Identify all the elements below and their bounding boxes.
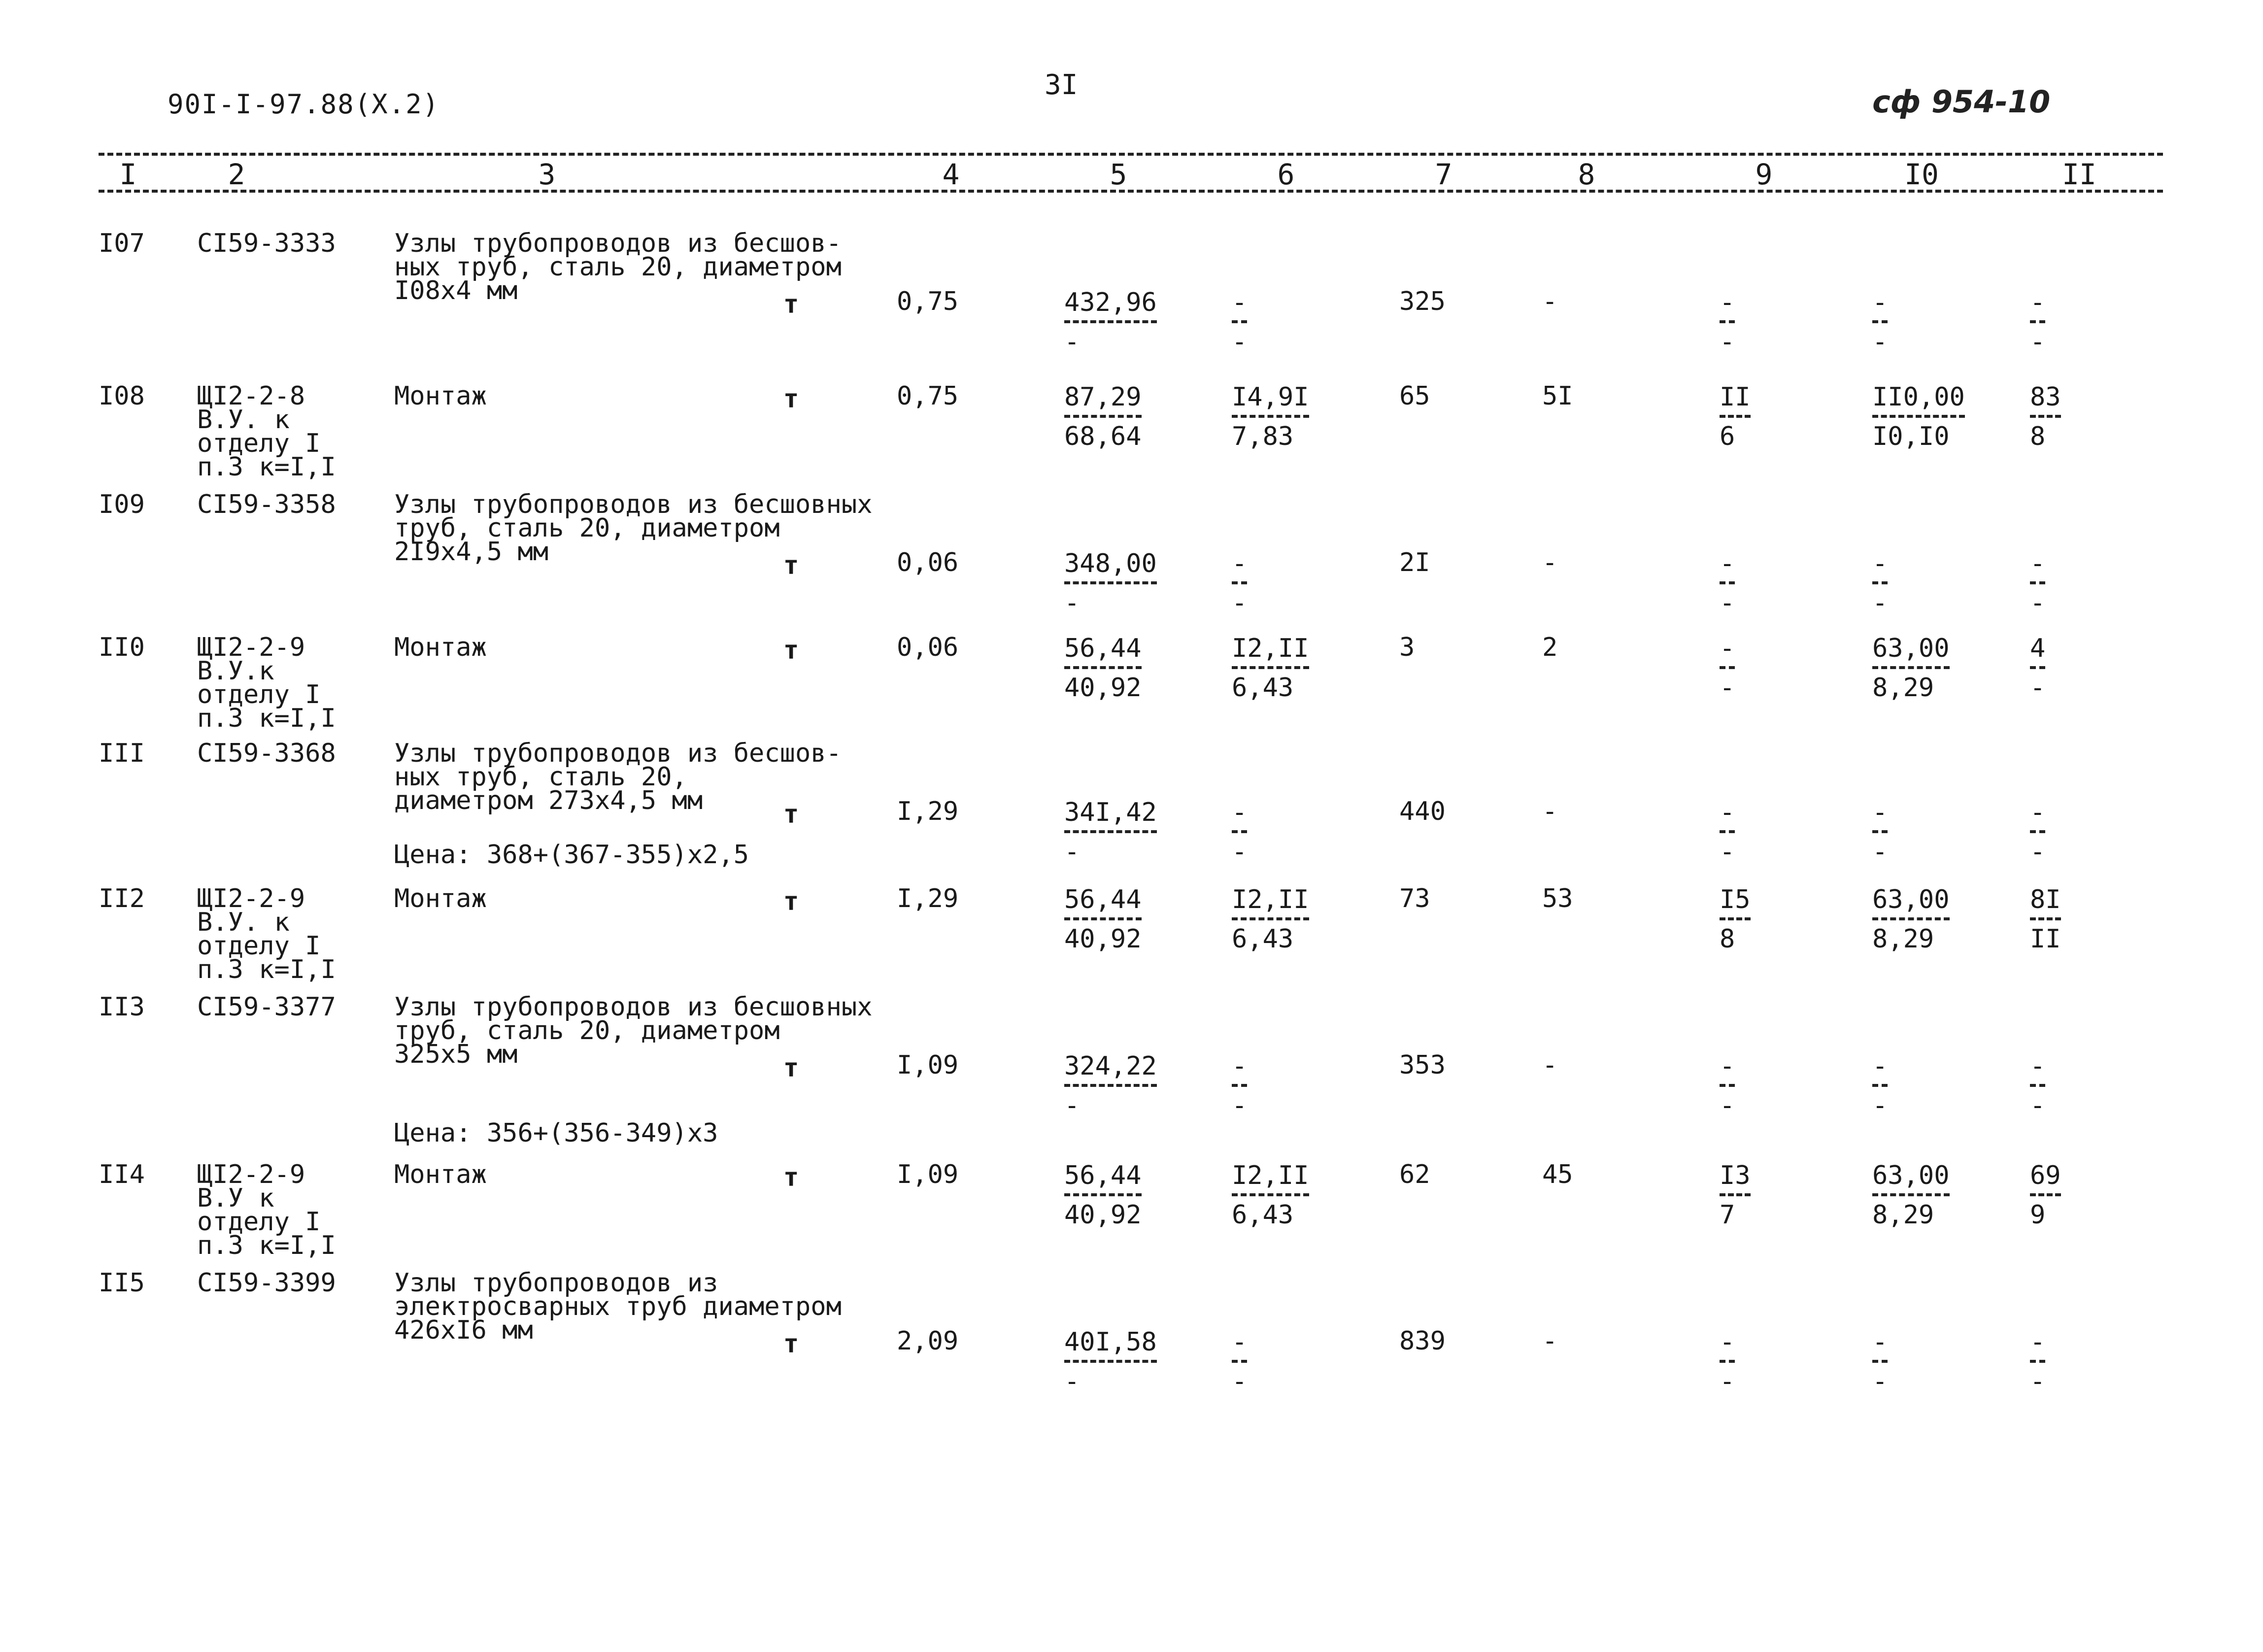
document-code: 90I-I-97.88(X.2)	[168, 89, 440, 120]
work-description: Монтаж	[394, 1160, 487, 1189]
fraction-bar	[1720, 666, 1735, 669]
col11-value	[2030, 384, 2061, 449]
col10-value-top: 63,00	[1872, 634, 1950, 663]
col9-value-bottom: -	[1720, 673, 1735, 703]
fraction-bar	[1064, 830, 1157, 833]
fraction-bar	[1232, 1084, 1247, 1087]
col11-value-bottom: II	[2030, 924, 2061, 954]
col8-value: -	[1542, 1326, 1558, 1356]
col6-value	[1232, 887, 1309, 952]
fraction-bar	[1720, 1360, 1735, 1363]
fraction-bar	[2030, 581, 2045, 584]
fraction-bar	[1872, 1360, 1888, 1363]
col9-value-bottom: 6	[1720, 422, 1735, 451]
unit: т	[783, 636, 799, 665]
col11-value-bottom: -	[2030, 327, 2046, 357]
col11-value-top: -	[2030, 549, 2046, 578]
fraction-bar	[1872, 415, 1965, 418]
col10-value-top: -	[1872, 549, 1888, 578]
unit-price	[1064, 384, 1142, 449]
col9-value-bottom: -	[1720, 837, 1735, 867]
col9-value-bottom: -	[1720, 1091, 1735, 1120]
fraction-bar	[1232, 415, 1309, 418]
unit-price-bottom: 68,64	[1064, 422, 1142, 451]
col10-value-top: -	[1872, 1327, 1888, 1357]
col10-value	[1872, 1053, 1888, 1118]
col10-value-bottom: -	[1872, 327, 1888, 357]
unit-price-top: 56,44	[1064, 885, 1142, 914]
col9-value-top: -	[1720, 798, 1735, 827]
col7-value: 73	[1399, 884, 1430, 913]
fraction-bar	[1872, 1084, 1888, 1087]
fraction-bar	[2030, 666, 2045, 669]
rate-code: CI59-3333	[197, 229, 336, 258]
col7-value: 62	[1399, 1160, 1430, 1189]
col7-value: 325	[1399, 287, 1446, 316]
column-number: 9	[1755, 158, 1773, 191]
unit: т	[783, 551, 799, 580]
col6-value	[1232, 1053, 1247, 1118]
fraction-bar	[1232, 830, 1247, 833]
fraction-bar	[1064, 320, 1157, 323]
col10-value	[1872, 636, 1950, 701]
fraction-bar	[1064, 415, 1142, 418]
col9-value-bottom: 7	[1720, 1200, 1735, 1230]
col9-value-bottom: -	[1720, 588, 1735, 618]
col9-value	[1720, 636, 1735, 701]
unit-price-bottom: -	[1064, 588, 1080, 618]
col11-value-bottom: -	[2030, 1091, 2046, 1120]
col10-value-bottom: -	[1872, 588, 1888, 618]
col8-value: -	[1542, 797, 1558, 826]
col6-value-top: -	[1232, 549, 1248, 578]
row-number: II0	[99, 633, 145, 662]
unit-price-bottom: -	[1064, 837, 1080, 867]
unit-price	[1064, 551, 1157, 616]
col11-value-bottom: 8	[2030, 422, 2046, 451]
fraction-bar	[1720, 1193, 1751, 1196]
col9-value	[1720, 1053, 1735, 1118]
work-description: Узлы трубопроводов из бесшовных труб, сталь 20, диаметром 325x5 мм	[394, 992, 873, 1069]
col6-value-top: I4,9I	[1232, 382, 1309, 412]
unit: т	[783, 1053, 799, 1083]
fraction-bar	[2030, 917, 2061, 920]
unit-price	[1064, 636, 1142, 701]
col10-value-bottom: -	[1872, 1091, 1888, 1120]
unit-price-bottom: 40,92	[1064, 1200, 1142, 1230]
col11-value	[2030, 887, 2061, 952]
col11-value	[2030, 636, 2045, 701]
rate-code: CI59-3368	[197, 739, 336, 768]
unit: т	[783, 800, 799, 829]
fraction-bar	[1064, 1360, 1157, 1363]
col11-value	[2030, 551, 2045, 616]
column-number: 2	[228, 158, 245, 191]
rate-code: CI59-3399	[197, 1268, 336, 1298]
col7-value: 839	[1399, 1326, 1446, 1356]
column-number: 6	[1277, 158, 1295, 191]
col10-value	[1872, 551, 1888, 616]
unit: т	[783, 1163, 799, 1192]
fraction-bar	[2030, 1084, 2045, 1087]
column-number: 4	[942, 158, 960, 191]
col6-value-top: -	[1232, 798, 1248, 827]
col9-value-bottom: -	[1720, 1367, 1735, 1396]
row-number: I09	[99, 490, 145, 519]
col6-value	[1232, 636, 1309, 701]
rate-code: CI59-3377	[197, 992, 336, 1022]
col6-value-bottom: -	[1232, 1367, 1248, 1396]
col10-value	[1872, 1163, 1950, 1228]
col6-value-top: I2,II	[1232, 1161, 1309, 1190]
col6-value-bottom: 6,43	[1232, 924, 1294, 954]
col8-value: -	[1542, 548, 1558, 577]
col10-value	[1872, 384, 1965, 449]
unit-price-top: 87,29	[1064, 382, 1142, 412]
col7-value: 3	[1399, 633, 1415, 662]
work-description: Узлы трубопроводов из бесшовных труб, сталь 20, диаметром 2I9x4,5 мм	[394, 490, 873, 567]
col11-value	[2030, 1163, 2061, 1228]
quantity: 0,06	[897, 633, 959, 662]
fraction-bar	[1720, 830, 1735, 833]
row-number: I07	[99, 229, 145, 258]
col8-value: 53	[1542, 884, 1573, 913]
col6-value-bottom: 6,43	[1232, 673, 1294, 703]
unit: т	[783, 290, 799, 319]
col9-value-top: -	[1720, 634, 1735, 663]
rate-code: CI59-3358	[197, 490, 336, 519]
col9-value	[1720, 800, 1735, 865]
col10-value-bottom: I0,I0	[1872, 422, 1950, 451]
col6-value-top: -	[1232, 1327, 1248, 1357]
work-description: Узлы трубопроводов из бесшов- ных труб, сталь 20, диаметром I08x4 мм	[394, 229, 842, 305]
col6-value-top: I2,II	[1232, 885, 1309, 914]
col6-value-bottom: -	[1232, 327, 1248, 357]
col10-value-top: -	[1872, 288, 1888, 317]
fraction-bar	[1872, 581, 1888, 584]
fraction-bar	[2030, 415, 2061, 418]
col11-value-top: -	[2030, 1327, 2046, 1357]
unit-price-top: 40I,58	[1064, 1327, 1157, 1357]
fraction-bar	[2030, 320, 2045, 323]
unit-price	[1064, 1053, 1157, 1118]
col9-value	[1720, 551, 1735, 616]
col7-value: 440	[1399, 797, 1446, 826]
work-description: Узлы трубопроводов из электросварных труб диаметром 426xI6 мм	[394, 1268, 842, 1345]
column-number: II	[2062, 158, 2096, 191]
work-description: Монтаж	[394, 633, 487, 662]
fraction-bar	[1872, 917, 1950, 920]
row-number: I08	[99, 381, 145, 411]
quantity: I,29	[897, 884, 959, 913]
column-number: 8	[1578, 158, 1595, 191]
col9-value-bottom: -	[1720, 327, 1735, 357]
row-number: II3	[99, 992, 145, 1022]
col10-value-top: II0,00	[1872, 382, 1965, 412]
fraction-bar	[1720, 415, 1751, 418]
quantity: 2,09	[897, 1326, 959, 1356]
col10-value-top: -	[1872, 798, 1888, 827]
column-number: I0	[1904, 158, 1939, 191]
column-number: I	[119, 158, 137, 191]
quantity: I,29	[897, 797, 959, 826]
work-description: Монтаж	[394, 381, 487, 411]
fraction-bar	[1232, 320, 1247, 323]
col6-value	[1232, 1329, 1247, 1394]
col8-value: -	[1542, 1050, 1558, 1080]
fraction-bar	[1064, 1193, 1142, 1196]
row-number: II4	[99, 1160, 145, 1189]
col8-value: -	[1542, 287, 1558, 316]
col6-value-top: -	[1232, 1051, 1248, 1081]
unit-price-top: 324,22	[1064, 1051, 1157, 1081]
row-number: II5	[99, 1268, 145, 1298]
col6-value-bottom: -	[1232, 588, 1248, 618]
col9-value	[1720, 887, 1751, 952]
col6-value-bottom: 6,43	[1232, 1200, 1294, 1230]
unit-price	[1064, 887, 1142, 952]
unit-price-top: 34I,42	[1064, 798, 1157, 827]
row-number: III	[99, 739, 145, 768]
unit-price-bottom: -	[1064, 1091, 1080, 1120]
col9-value-top: -	[1720, 1051, 1735, 1081]
col10-value-bottom: 8,29	[1872, 924, 1934, 954]
col6-value-top: -	[1232, 288, 1248, 317]
col9-value	[1720, 290, 1735, 355]
col8-value: 45	[1542, 1160, 1573, 1189]
fraction-bar	[1232, 581, 1247, 584]
col11-value-bottom: -	[2030, 673, 2046, 703]
fraction-bar	[1872, 320, 1888, 323]
col11-value-bottom: -	[2030, 837, 2046, 867]
col10-value-top: 63,00	[1872, 1161, 1950, 1190]
col10-value-top: 63,00	[1872, 885, 1950, 914]
unit-price	[1064, 800, 1157, 865]
column-number: 7	[1435, 158, 1452, 191]
col6-value-bottom: -	[1232, 1091, 1248, 1120]
col10-value-bottom: 8,29	[1872, 673, 1934, 703]
column-number: 5	[1110, 158, 1127, 191]
fraction-bar	[1720, 581, 1735, 584]
unit-price-bottom: 40,92	[1064, 673, 1142, 703]
unit-price-bottom: -	[1064, 1367, 1080, 1396]
col9-value-top: -	[1720, 288, 1735, 317]
unit-price-top: 56,44	[1064, 1161, 1142, 1190]
col9-value-top: -	[1720, 549, 1735, 578]
col11-value-top: -	[2030, 288, 2046, 317]
fraction-bar	[2030, 1193, 2061, 1196]
col11-value-bottom: -	[2030, 1367, 2046, 1396]
col6-value	[1232, 384, 1309, 449]
col10-value-bottom: -	[1872, 837, 1888, 867]
rate-code: ЩI2-2-8 В.У. к отделу I п.3 к=I,I	[197, 381, 336, 482]
col11-value-top: 69	[2030, 1161, 2061, 1190]
col6-value	[1232, 551, 1247, 616]
rate-code: ЩI2-2-9 В.У.к отделу I п.3 к=I,I	[197, 633, 336, 733]
column-number: 3	[538, 158, 556, 191]
quantity: 0,06	[897, 548, 959, 577]
col11-value	[2030, 1329, 2045, 1394]
fraction-bar	[2030, 1360, 2045, 1363]
col11-value	[2030, 800, 2045, 865]
fraction-bar	[1232, 1360, 1247, 1363]
col6-value	[1232, 290, 1247, 355]
col6-value-bottom: 7,83	[1232, 422, 1294, 451]
unit-price-top: 432,96	[1064, 288, 1157, 317]
col11-value	[2030, 1053, 2045, 1118]
col6-value-bottom: -	[1232, 837, 1248, 867]
col9-value	[1720, 1163, 1751, 1228]
quantity: I,09	[897, 1050, 959, 1080]
col11-value-top: 4	[2030, 634, 2046, 663]
fraction-bar	[1064, 1084, 1157, 1087]
quantity: 0,75	[897, 381, 959, 411]
price-note: Цена: 368+(367-355)x2,5	[394, 840, 749, 870]
row-number: II2	[99, 884, 145, 913]
price-note: Цена: 356+(356-349)x3	[394, 1118, 718, 1148]
col10-value	[1872, 887, 1950, 952]
col11-value-top: -	[2030, 798, 2046, 827]
fraction-bar	[1064, 581, 1157, 584]
quantity: 0,75	[897, 287, 959, 316]
unit-price-bottom: -	[1064, 327, 1080, 357]
col9-value	[1720, 384, 1751, 449]
col9-value-bottom: 8	[1720, 924, 1735, 954]
col7-value: 65	[1399, 381, 1430, 411]
rate-code: ЩI2-2-9 В.У к отделу I п.3 к=I,I	[197, 1160, 336, 1260]
fraction-bar	[1872, 830, 1888, 833]
unit-price	[1064, 290, 1157, 355]
col6-value	[1232, 800, 1247, 865]
col9-value-top: II	[1720, 382, 1751, 412]
col11-value-top: 8I	[2030, 885, 2061, 914]
work-description: Узлы трубопроводов из бесшов- ных труб, сталь 20, диаметром 273x4,5 мм	[394, 739, 842, 815]
col11-value	[2030, 290, 2045, 355]
col11-value-bottom: 9	[2030, 1200, 2046, 1230]
col11-value-bottom: -	[2030, 588, 2046, 618]
col7-value: 2I	[1399, 548, 1430, 577]
unit: т	[783, 1329, 799, 1359]
col8-value: 2	[1542, 633, 1558, 662]
unit: т	[783, 887, 799, 916]
header-rule-top	[99, 153, 2163, 156]
work-description: Монтаж	[394, 884, 487, 913]
unit-price-top: 348,00	[1064, 549, 1157, 578]
col6-value-top: I2,II	[1232, 634, 1309, 663]
unit: т	[783, 384, 799, 414]
col9-value	[1720, 1329, 1735, 1394]
unit-price-bottom: 40,92	[1064, 924, 1142, 954]
col10-value	[1872, 800, 1888, 865]
fraction-bar	[1232, 1193, 1309, 1196]
col10-value-bottom: -	[1872, 1367, 1888, 1396]
col7-value: 353	[1399, 1050, 1446, 1080]
col10-value-bottom: 8,29	[1872, 1200, 1934, 1230]
fraction-bar	[1232, 917, 1309, 920]
col8-value: 5I	[1542, 381, 1573, 411]
col11-value-top: 83	[2030, 382, 2061, 412]
fraction-bar	[1872, 666, 1950, 669]
unit-price	[1064, 1163, 1142, 1228]
col11-value-top: -	[2030, 1051, 2046, 1081]
fraction-bar	[2030, 830, 2045, 833]
col6-value	[1232, 1163, 1309, 1228]
fraction-bar	[1720, 1084, 1735, 1087]
fraction-bar	[1064, 666, 1142, 669]
col10-value	[1872, 1329, 1888, 1394]
fraction-bar	[1064, 917, 1142, 920]
quantity: I,09	[897, 1160, 959, 1189]
fraction-bar	[1720, 320, 1735, 323]
unit-price	[1064, 1329, 1157, 1394]
fraction-bar	[1232, 666, 1309, 669]
page-number: 3I	[1045, 69, 1078, 101]
fraction-bar	[1872, 1193, 1950, 1196]
col9-value-top: -	[1720, 1327, 1735, 1357]
rate-code: ЩI2-2-9 В.У. к отделу I п.3 к=I,I	[197, 884, 336, 984]
col10-value	[1872, 290, 1888, 355]
fraction-bar	[1720, 917, 1751, 920]
col9-value-top: I3	[1720, 1161, 1751, 1190]
col10-value-top: -	[1872, 1051, 1888, 1081]
handwritten-reference: сф 954-10	[1872, 84, 2051, 120]
col9-value-top: I5	[1720, 885, 1751, 914]
unit-price-top: 56,44	[1064, 634, 1142, 663]
